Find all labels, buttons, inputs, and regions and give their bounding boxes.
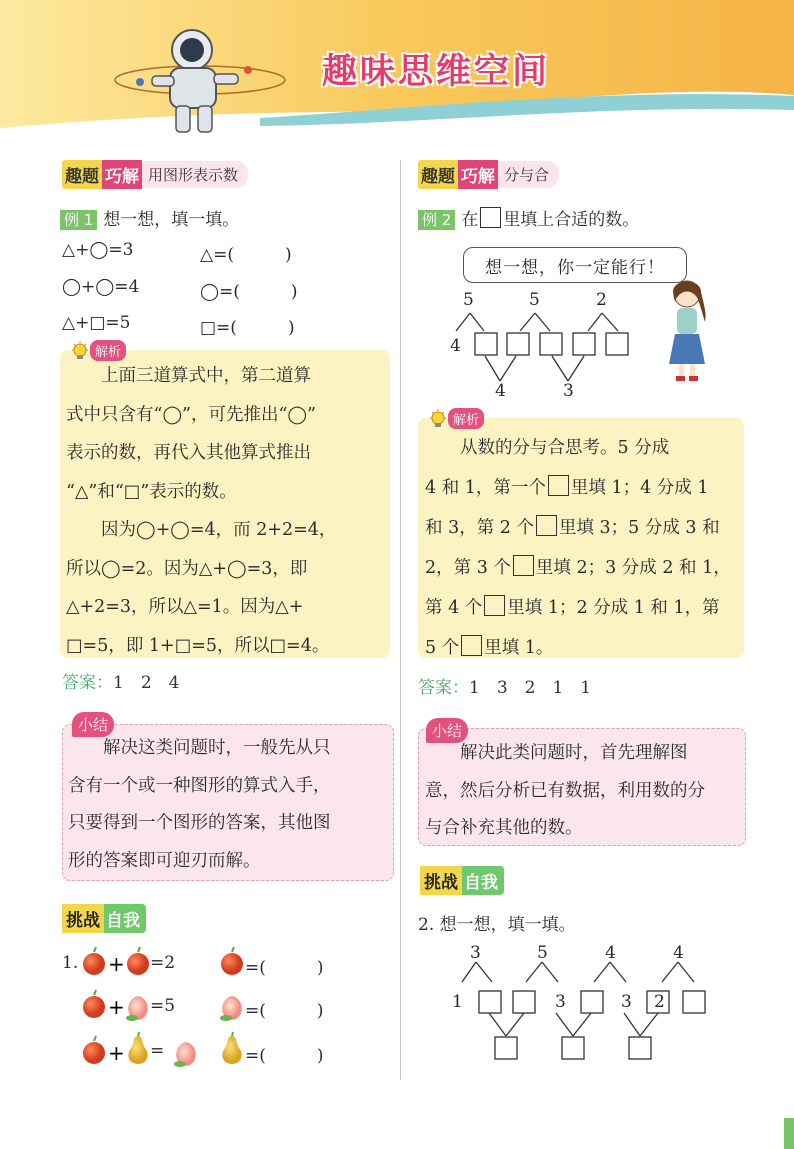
apple-icon — [127, 947, 149, 975]
apple-icon — [83, 947, 105, 975]
example-label: 例 2 — [418, 210, 455, 230]
question-2: ◯=( ) — [200, 282, 298, 302]
summary-label-left: 小结 — [72, 712, 114, 737]
analysis-badge-right: 解析 — [428, 408, 484, 429]
example-2: 例 2 在 里填上合适的数。 — [418, 205, 639, 230]
fruit-q-3: =( ) — [245, 1046, 324, 1066]
page-edge-tab — [784, 1118, 794, 1149]
diagram1-top-2: 5 — [529, 290, 540, 310]
page-title: 趣味思维空间 — [322, 52, 551, 92]
diagram2-side-1: 1 — [452, 992, 463, 1012]
peach-icon — [126, 996, 148, 1021]
section-tag-left: 趣题 巧解 用图形表示数 — [62, 161, 248, 188]
answer-box — [480, 207, 501, 228]
equation-2: ◯+◯=4 — [62, 277, 140, 297]
diagram2-top-3: 4 — [605, 943, 616, 963]
lightbulb-icon — [428, 409, 448, 429]
answer-box — [461, 635, 482, 656]
answer-box — [536, 515, 557, 536]
summary-text-right: 解决此类问题时，首先理解图 意，然后分析已有数据，利用数的分 与合补充其他的数。 — [425, 743, 705, 838]
question-3: □=( ) — [200, 318, 295, 338]
example-label: 例 1 — [60, 210, 97, 230]
diagram2-side-4: 2 — [654, 992, 665, 1012]
equation-3: △+□=5 — [62, 313, 131, 333]
challenge-tag-right: 挑战 自我 — [420, 867, 504, 893]
answer-left: 答案：1 2 4 — [62, 673, 180, 693]
summary-text-left: 解决这类问题时，一般先从只 含有一个或一种图形的算式入手， 只要得到一个图形的答案，其他图 形的答案即可迎刃而解。 — [68, 738, 331, 871]
answer-box — [484, 595, 505, 616]
apple-icon — [83, 990, 105, 1018]
question-1: △=( ) — [200, 245, 292, 265]
diagram2-side-2: 3 — [555, 992, 566, 1012]
peach-icon — [174, 1042, 196, 1067]
fruit-eq-1-right: =2 — [150, 953, 176, 973]
analysis-badge-left: 解析 — [70, 340, 126, 361]
diagram1-bottom-1: 4 — [495, 381, 506, 401]
column-divider — [400, 160, 401, 1080]
equation-1: △+◯=3 — [62, 240, 134, 260]
split-diagram-2 — [440, 940, 740, 1065]
analysis-text-right: 从数的分与合思考。5 分成 4 和 1，第一个 里填 1；4 分成 1 和 3，第 2 个 里填 3；5 分成 3 和 2，第 3 个 里填 2；3 分成 2 和 1， 第 4 个 里填 1；2 分成 1 和 1，第 5 个 里填 1。 — [425, 438, 731, 658]
challenge-tag-left: 挑战 自我 — [62, 905, 146, 931]
apple-icon — [83, 1036, 105, 1064]
section-tag-right: 趣题 巧解 分与合 — [418, 161, 559, 188]
diagram1-bottom-2: 3 — [563, 381, 574, 401]
answer-box — [513, 555, 534, 576]
fruit-q-1: =( ) — [245, 958, 324, 978]
summary-label-right: 小结 — [426, 718, 468, 743]
diagram1-left: 4 — [450, 336, 461, 356]
problem-2-text: 2. 想一想，填一填。 — [418, 915, 576, 935]
diagram2-top-4: 4 — [673, 943, 684, 963]
diagram1-top-1: 5 — [463, 290, 474, 310]
fruit-q-2: =( ) — [245, 1001, 324, 1021]
speech-bubble: 想一想，你一定能行！ — [463, 247, 687, 283]
fruit-problem — [78, 940, 378, 1070]
svg-text:+: + — [108, 952, 125, 976]
girl-illustration — [655, 272, 715, 387]
diagram1-top-3: 2 — [596, 290, 607, 310]
peach-icon — [220, 996, 242, 1021]
svg-text:+: + — [108, 995, 125, 1019]
analysis-text-left: 上面三道算式中，第二道算 式中只含有“◯”，可先推出“◯” 表示的数，再代入其他算式推出 “△”和“□”表示的数。 因为◯+◯=4，而 2+2=4， 所以◯=2。因为△+◯=3，即 △+2=3，所以△=1。因为△+ □=5，即 1+□=5，所以□=4。 — [66, 366, 337, 656]
pear-icon — [222, 1032, 241, 1064]
answer-right: 答案：1 3 2 1 1 — [418, 678, 592, 698]
fruit-eq-3-mid: = — [150, 1041, 165, 1061]
diagram2-top-1: 3 — [470, 943, 481, 963]
pear-icon — [128, 1032, 147, 1064]
diagram2-top-2: 5 — [537, 943, 548, 963]
problem-number-1: 1. — [62, 953, 79, 973]
answer-box — [548, 475, 569, 496]
example-1 — [60, 205, 239, 230]
apple-icon — [221, 947, 243, 975]
svg-text:+: + — [108, 1041, 125, 1065]
example-text: 想一想，填一填。 — [103, 210, 240, 230]
diagram2-side-3: 3 — [621, 992, 632, 1012]
fruit-eq-2-right: =5 — [150, 996, 176, 1016]
astronaut-illustration — [130, 20, 260, 140]
page-header — [0, 0, 794, 140]
